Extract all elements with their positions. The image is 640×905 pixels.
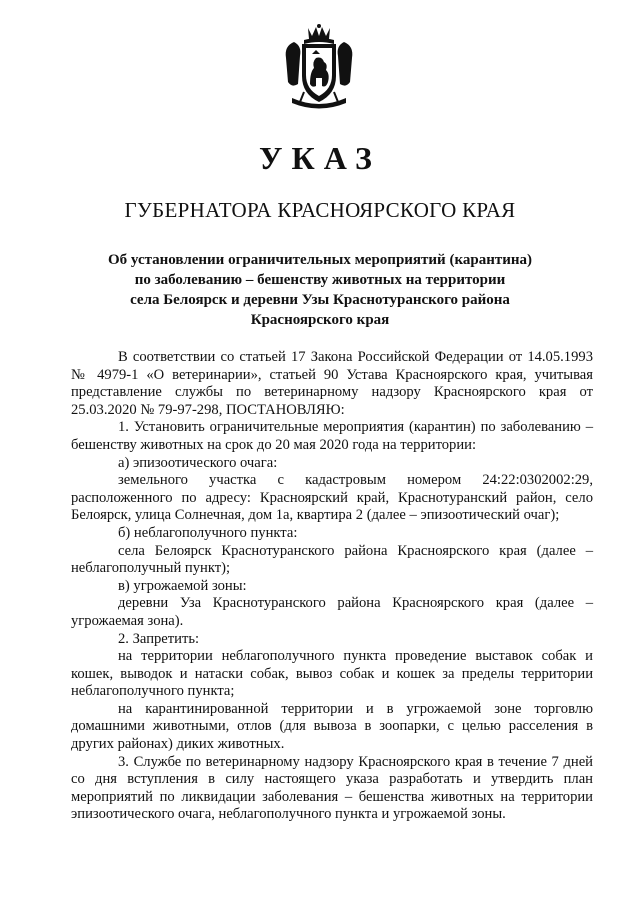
clause-2-item-1: на территории неблагополучного пункта проведение выставок собак и кошек, выводок и натаски собак, вывоз собак и кошек за пределы территории неблагополучного пункта; xyxy=(71,648,593,700)
decree-body xyxy=(71,349,593,824)
clause-2-item-2: на карантинированной территории и в угрожаемой зоне торговлю домашними животными, отлов (для вывоза в зоопарки, с целью расселения в других районах) диких животных. xyxy=(71,700,593,753)
clause-1c-label: в) угрожаемой зоны: xyxy=(118,577,247,594)
clause-1a-text: земельного участка с кадастровым номером 24:22:0302002:29, расположенного по адресу: Красноярский край, Краснотуранский район, село Белоярск, улица Солнечная, дом 1а, квартира 2 (далее – эпизоотический очаг); xyxy=(71,472,593,524)
clause-1b-text: села Белоярск Краснотуранского района Красноярского края (далее – неблагополучный пункт); xyxy=(71,542,593,577)
issuer-line: ГУБЕРНАТОРА КРАСНОЯРСКОГО КРАЯ xyxy=(124,198,516,222)
clause-1c-text: деревни Уза Краснотуранского района Красноярского края (далее – угрожаемая зона). xyxy=(71,595,593,629)
clause-2: 2. Запретить: xyxy=(118,630,200,647)
heading-line: села Белоярск и деревни Узы Краснотуранского района xyxy=(130,292,510,308)
clause-1b-label: б) неблагополучного пункта: xyxy=(118,524,298,541)
clause-1a-label: а) эпизоотического очага: xyxy=(118,454,278,471)
coat-of-arms-emblem xyxy=(282,24,356,110)
heading-line: Об установлении ограничительных мероприятий (карантина) xyxy=(107,252,532,268)
preamble-paragraph: В соответствии со статьей 17 Закона Российской Федерации от 14.05.1993 № 4979-1 «О ветеринарии», статьей 90 Устава Красноярского края, учитывая представление службы по ветеринарному надзору Красноярского края от 25.03.2020 № 79-97-298, ПОСТАНОВЛЯЮ: xyxy=(71,349,593,418)
document-title: УКАЗ xyxy=(259,140,381,176)
clause-1: 1. Установить ограничительные мероприятия (карантин) по заболеванию – бешенству животных на срок до 20 мая 2020 года на территории: xyxy=(71,419,593,453)
clause-3: 3. Службе по ветеринарному надзору Красноярского края в течение 7 дней со дня вступления в силу настоящего указа разработать и утвердить план мероприятий по ликвидации заболевания – бешенства животных на территории эпизоотического очага, неблагополучного пункта и угрожаемой зоны. xyxy=(71,753,593,823)
decree-heading xyxy=(80,250,560,330)
heading-line: по заболеванию – бешенству животных на территории xyxy=(134,272,506,288)
heading-line: Красноярского края xyxy=(250,312,390,328)
